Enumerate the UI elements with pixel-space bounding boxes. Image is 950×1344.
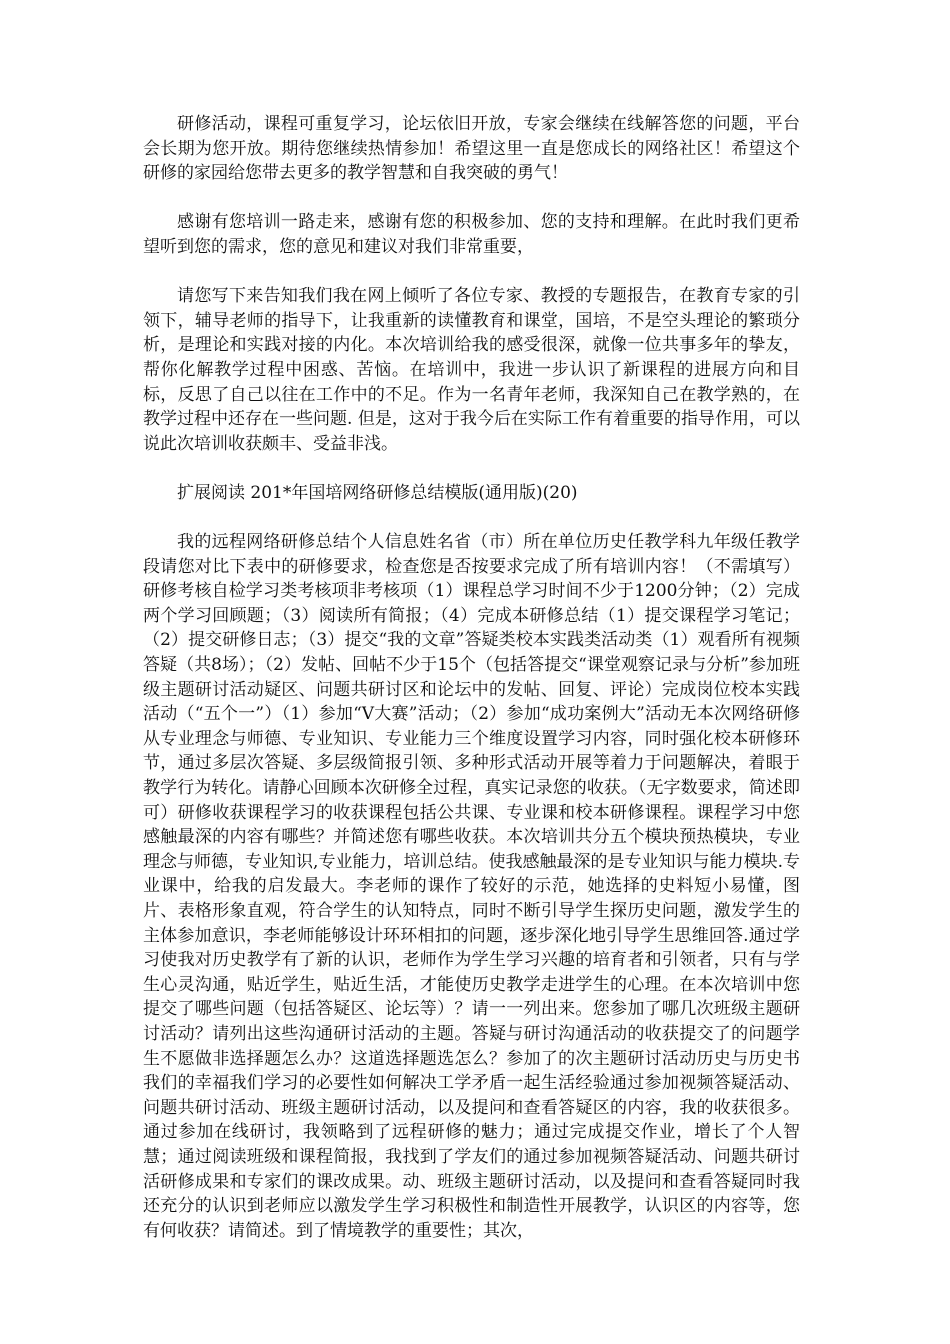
paragraph-thanks: 感谢有您培训一路走来，感谢有您的积极参加、您的支持和理解。在此时我们更希望听到您的需求，您的意见和建议对我们非常重要， <box>143 212 800 257</box>
paragraph-research-summary: 我的远程网络研修总结个人信息姓名省（市）所在单位历史任教学科九年级任教学段请您对比下表中的研修要求，检查您是否按要求完成了所有培训内容！（不需填写）研修考核自检学习类考核项非考核项（1）课程总学习时间不少于1200分钟；（2）完成两个学习回顾题；（3）阅读所有简报；（4）完成本研修总结（1）提交课程学习笔记；（2）提交研修日志；（3）提交“我的文章”答疑类校本实践类活动类（1）观看所有视频答疑（共8场）；（2）发帖、回帖不少于15个（包括答提交“课堂观察记录与分析”参加班级主题研讨活动疑区、问题共研讨区和论坛中的发帖、回复、评论）完成岗位校本实践活动（“五个一”）（1）参加“V大赛”活动；（2）参加“成功案例大”活动无本次网络研修从专业理念与师德、专业知识、专业能力三个维度设置学习内容，同时强化校本研修环节，通过多层次答疑、多层级简报引领、多种形式活动开展等着力于问题解决，着眼于教学行为转化。请静心回顾本次研修全过程，真实记录您的收获。（无字数要求，简述即可）研修收获课程学习的收获课程包括公共课、专业课和校本研修课程。课程学习中您感触最深的内容有哪些？并简述您有哪些收获。本次培训共分五个模块预热模块，专业理念与师德，专业知识,专业能力，培训总结。使我感触最深的是专业知识与能力模块.专业课中，给我的启发最大。李老师的课作了较好的示范，她选择的史料短小易懂，图片、表格形象直观，符合学生的认知特点，同时不断引导学生探历史问题，激发学生的主体参加意识，李老师能够设计环环相扣的问题，逐步深化地引导学生思维回答.通过学习使我对历史教学有了新的认识，老师作为学生学习兴趣的培育者和引领者，只有与学生心灵沟通，贴近学生，贴近生活，才能使历史教学走进学生的心理。在本次培训中您提交了哪些问题（包括答疑区、论坛等）？请一一列出来。您参加了哪几次班级主题研讨活动？请列出这些沟通研讨活动的主题。答疑与研讨沟通活动的收获提交了的问题学生不愿做非选择题怎么办？这道选择题选怎么？参加了的次主题研讨活动历史与历史书我们的幸福我们学习的必要性如何解决工学矛盾一起生活经验通过参加视频答疑活动、问题共研讨活动、班级主题研讨活动，以及提问和查看答疑区的内容，我的收获很多。通过参加在线研讨，我领略到了远程研修的魅力；通过完成提交作业，增长了个人智慧；通过阅读班级和课程简报，我找到了学友们的通过参加视频答疑活动、问题共研讨活研修成果和专家们的课改成果。动、班级主题研讨活动，以及提问和查看答疑同时我还充分的认识到老师应以激发学生学习积极性和制造性开展教学，认识区的内容等，您有何收获？请简述。到了情境教学的重要性；其次， <box>143 532 800 1241</box>
document-page <box>143 112 800 1243</box>
paragraph-reflection: 请您写下来告知我们我在网上倾听了各位专家、教授的专题报告，在教育专家的引领下，辅导老师的指导下，让我重新的读懂教育和课堂，国培，不是空头理论的繁琐分析，是理论和实践对接的内化。本次培训给我的感受很深，就像一位共事多年的挚友，帮你化解教学过程中困惑、苦恼。在培训中，我进一步认识了新课程的进展方向和目标，反思了自己以往在工作中的不足。作为一名青年老师，我深知自己在教学熟的，在教学过程中还存在一些问题. 但是，这对于我今后在实际工作有着重要的指导作用，可以说此次培训收获颇丰、受益非浅。 <box>143 286 800 454</box>
paragraph-extended-reading-title: 扩展阅读 201*年国培网络研修总结模版(通用版)(20) <box>177 482 578 503</box>
paragraph-closing-message: 研修活动，课程可重复学习，论坛依旧开放，专家会继续在线解答您的问题，平台会长期为您开放。期待您继续热情参加！希望这里一直是您成长的网络社区！希望这个研修的家园给您带去更多的教学智慧和自我突破的勇气！ <box>143 114 800 184</box>
